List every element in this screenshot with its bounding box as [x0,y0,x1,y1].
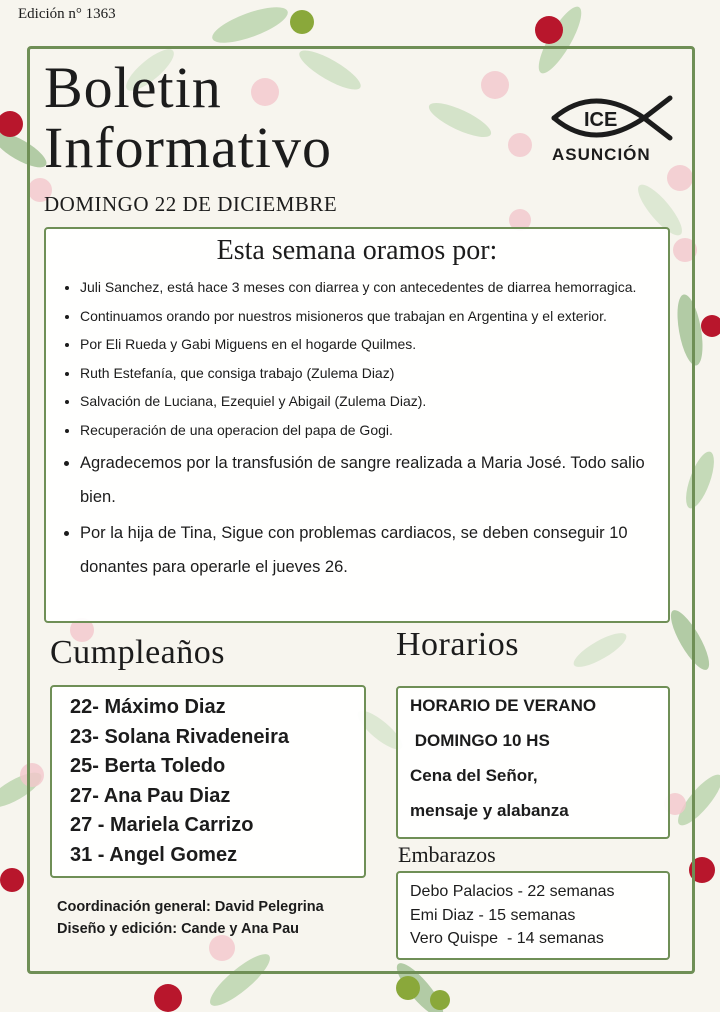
pregnancies-box [396,871,670,960]
schedule-line: DOMINGO 10 HS [410,731,550,750]
birthday-item: 31 - Angel Gomez [70,843,238,866]
pregnancy-item: Debo Palacios - 22 semanas [410,883,615,900]
prayer-item: • Continuamos orando por nuestros misioneros que trabajan en Argentina y el exterior. [80,302,668,331]
pregnancies-heading: Embarazos [398,842,496,867]
schedule-box [396,686,670,839]
pregnancy-item: Emi Diaz - 15 semanas [410,906,576,924]
prayer-item: • Por la hija de Tina, Sigue con problemas cardiacos, se deben conseguir 10 donantes para operarle el jueves 26. [80,516,668,584]
credits [57,896,324,940]
birthday-item: 23- Solana Rivadeneira [70,725,289,748]
prayer-heading: Esta semana oramos por: [216,235,498,266]
credits-design: Diseño y edición: Cande y Ana Pau [57,921,299,937]
prayer-box [44,227,670,623]
pregnancy-item: Vero Quispe - 14 semanas [410,930,604,947]
bulletin-date: DOMINGO 22 DE DICIEMBRE [44,192,338,216]
credits-coordination: Coordinación general: David Pelegrina [57,899,324,915]
birthday-item: 27- Ana Pau Diaz [70,784,231,807]
title-line-1: Boletin [44,55,222,120]
prayer-item: • Salvación de Luciana, Ezequiel y Abigail (Zulema Diaz). [80,387,668,416]
birthdays-box [50,685,366,878]
title-line-2: Informativo [44,115,333,180]
prayer-item: • Juli Sanchez, está hace 3 meses con diarrea y con antecedentes de diarrea hemorragica. [80,273,668,302]
birthdays-heading: Cumpleaños [50,634,225,671]
bulletin-title [44,55,333,180]
prayer-item: • Recuperación de una operacion del papa de Gogi. [80,416,668,445]
prayer-item: • Ruth Estefanía, que consiga trabajo (Zulema Diaz) [80,359,668,388]
schedule-line: mensaje y alabanza [410,801,569,820]
schedule-line: HORARIO DE VERANO [410,696,597,715]
prayer-item: • Por Eli Rueda y Gabi Miguens en el hogarde Quilmes. [80,330,668,359]
prayer-list [46,273,668,584]
logo-city: ASUNCIÓN [552,145,651,164]
schedule-line: Cena del Señor, [410,766,538,785]
prayer-item: • Agradecemos por la transfusión de sangre realizada a Maria José. Todo salio bien. [80,446,668,514]
logo-ice-text: ICE [584,109,618,131]
birthday-item: 25- Berta Toledo [70,755,226,777]
birthday-item: 22- Máximo Diaz [70,696,226,718]
edition-number: Edición n° 1363 [18,6,116,22]
schedule-heading: Horarios [396,626,519,663]
birthday-item: 27 - Mariela Carrizo [70,814,254,836]
